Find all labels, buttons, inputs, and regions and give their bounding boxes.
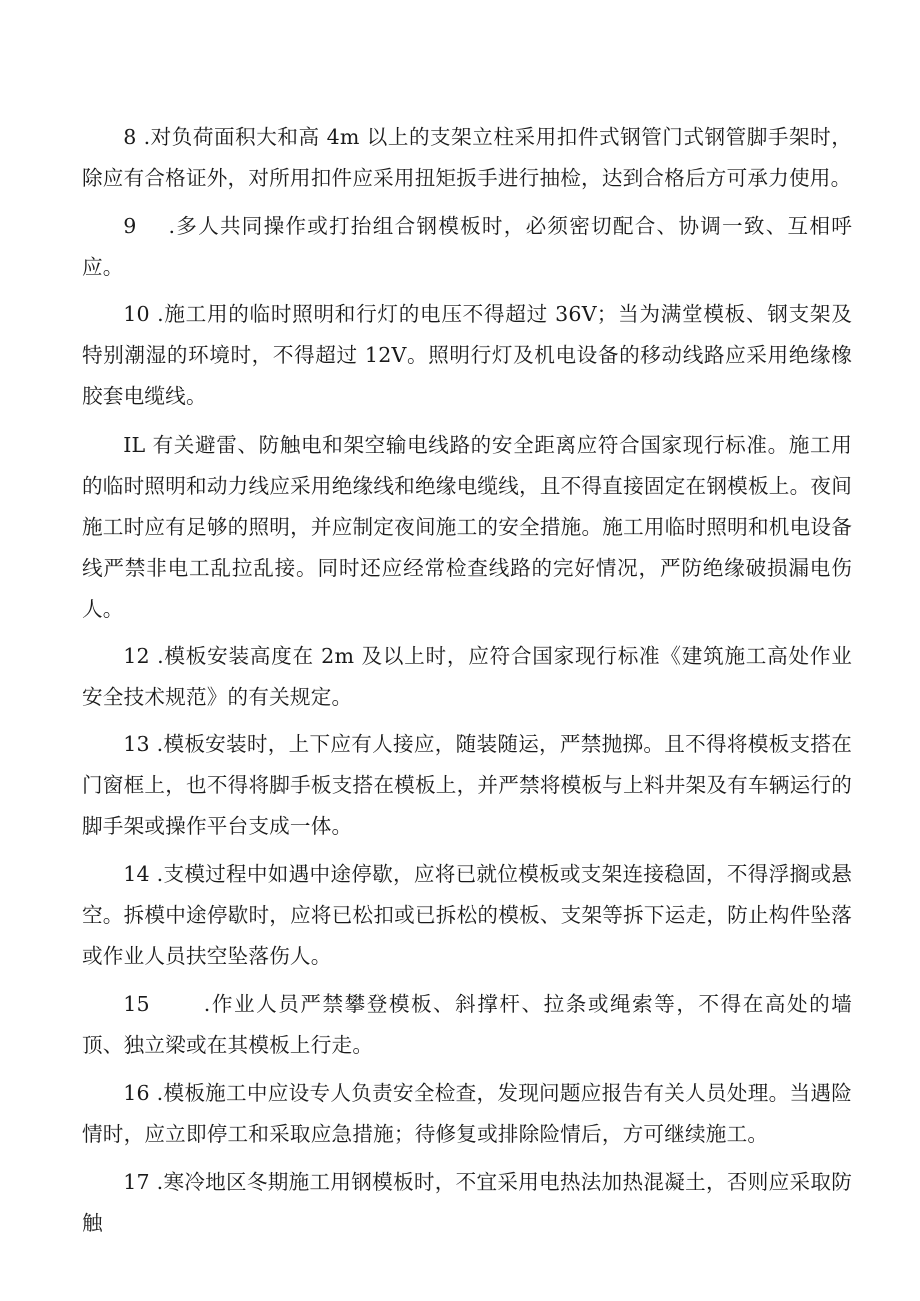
item-number: 15 [123, 992, 150, 1016]
item-text: .寒冷地区冬期施工用钢模板时，不宜采用电热法加热混凝土，否则应采取防触 [82, 1170, 853, 1235]
item-number: 9 [123, 214, 137, 238]
paragraph-8 [82, 117, 852, 199]
item-text: .作业人员严禁攀登模板、斜撑杆、拉条或绳索等，不得在高处的墙顶、独立梁或在其模板上行走。 [82, 992, 852, 1057]
item-number: 14 [123, 862, 150, 886]
item-number: 17 [123, 1170, 150, 1194]
item-number: 16 [123, 1081, 150, 1105]
item-number: 12 [123, 644, 150, 668]
item-text: .模板施工中应设专人负责安全检查，发现问题应报告有关人员处理。当遇险情时，应立即停工和采取应急措施；待修复或排除险情后，方可继续施工。 [82, 1081, 853, 1146]
paragraph-17 [82, 1162, 852, 1244]
item-number: 8 [123, 125, 137, 149]
item-text: .施工用的临时照明和行灯的电压不得超过 36V；当为满堂模板、钢支架及特别潮湿的环境时，不得超过 12V。照明行灯及机电设备的移动线路应采用绝缘橡胶套电缆线。 [82, 302, 852, 408]
item-text: .多人共同操作或打抬组合钢模板时，必须密切配合、协调一致、互相呼应。 [82, 214, 852, 279]
item-number: 13 [123, 732, 150, 756]
item-number: IL [123, 433, 146, 457]
item-text: .模板安装时，上下应有人接应，随装随运，严禁抛掷。且不得将模板支搭在门窗框上，也不得将脚手板支搭在模板上，并严禁将模板与上料井架及有车辆运行的脚手架或操作平台支成一体。 [82, 732, 853, 838]
item-text: .模板安装高度在 2m 及以上时，应符合国家现行标准《建筑施工高处作业安全技术规范》的有关规定。 [82, 644, 853, 709]
paragraph-13 [82, 724, 852, 847]
paragraph-10 [82, 294, 852, 417]
item-text: .对负荷面积大和高 4m 以上的支架立柱采用扣件式钢管门式钢管脚手架时，除应有合格证外，对所用扣件应采用扭矩扳手进行抽检，达到合格后方可承力使用。 [82, 125, 853, 190]
paragraph-16 [82, 1073, 852, 1155]
paragraph-14 [82, 854, 852, 977]
item-text: .支模过程中如遇中途停歇，应将已就位模板或支架连接稳固，不得浮搁或悬空。拆模中途停歇时，应将已松扣或已拆松的模板、支架等拆下运走，防止构件坠落或作业人员扶空坠落伤人。 [82, 862, 853, 968]
document-page [82, 117, 852, 1244]
paragraph-15 [82, 984, 852, 1066]
item-text: 有关避雷、防触电和架空输电线路的安全距离应符合国家现行标准。施工用的临时照明和动力线应采用绝缘线和绝缘电缆线，且不得直接固定在钢模板上。夜间施工时应有足够的照明，并应制定夜间施工的安全措施。施工用临时照明和机电设备线严禁非电工乱拉乱接。同时还应经常检查线路的完好情况，严防绝缘破损漏电伤人。 [82, 433, 852, 621]
paragraph-12 [82, 636, 852, 718]
paragraph-9 [82, 206, 852, 288]
item-number: 10 [123, 302, 150, 326]
paragraph-11 [82, 425, 852, 630]
